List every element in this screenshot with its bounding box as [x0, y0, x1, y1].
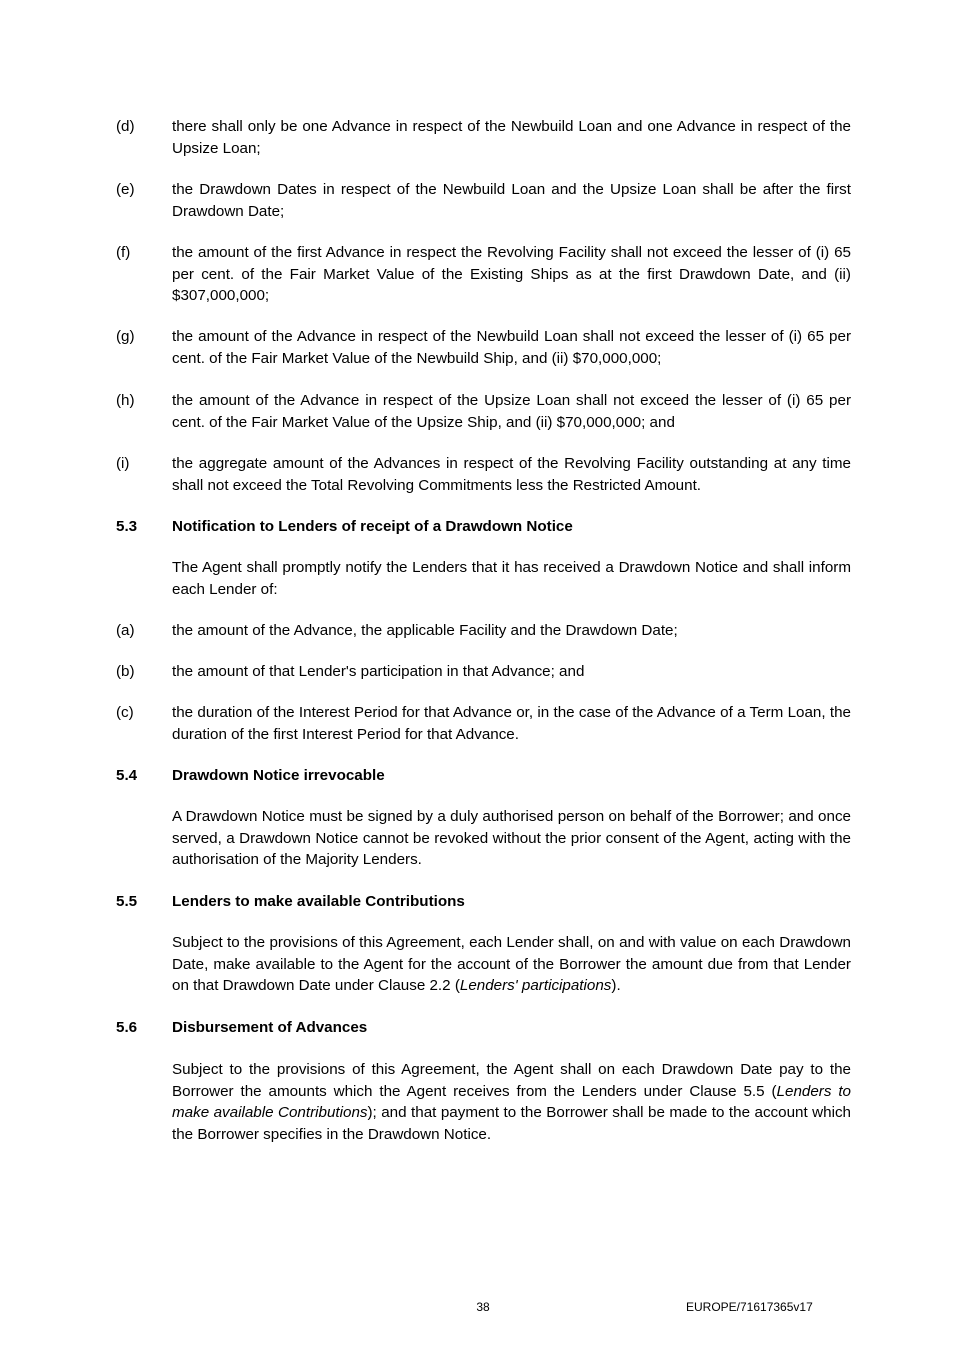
list-item-text: the amount of the Advance, the applicable Facility and the Drawdown Date; [172, 622, 678, 639]
list-item-text: the amount of that Lender's participation in that Advance; and [172, 663, 585, 680]
section-heading-5-5 [116, 891, 851, 913]
list-item-label: (f) [116, 244, 131, 261]
section-title: Notification to Lenders of receipt of a Drawdown Notice [172, 518, 573, 535]
list-item-text: there shall only be one Advance in respect of the Newbuild Loan and one Advance in respect of the Upsize Loan; [172, 118, 851, 157]
list-item-label: (e) [116, 181, 135, 198]
list-item [116, 116, 851, 159]
list-item-label: (h) [116, 392, 135, 409]
list-item [116, 661, 851, 683]
section-number: 5.5 [116, 893, 138, 910]
section-heading-5-6 [116, 1017, 851, 1039]
list-item-label: (g) [116, 328, 135, 345]
list-item-text: the duration of the Interest Period for that Advance or, in the case of the Advance of a Term Loan, the duration of the first Interest Period for that Advance. [172, 704, 851, 743]
list-item-label: (d) [116, 118, 135, 135]
document-reference: EUROPE/71617365v17 [686, 1300, 813, 1314]
list-item [116, 326, 851, 369]
body-text: Subject to the provisions of this Agreement, each Lender shall, on and with value on each Drawdown Date, make available to the Agent for the account of the Borrower the amount due from that Lender on that Drawdown Date under Clause 2.2 ( [172, 934, 851, 995]
clause-reference: Lenders' participations [459, 977, 612, 995]
list-item-label: (b) [116, 663, 135, 680]
list-item-text: the amount of the first Advance in respect the Revolving Facility shall not exceed the lesser of (i) 65 per cent. of the Fair Market Value of the Existing Ships as at the first Drawdown Date, and (ii) $307,000,000; [172, 244, 851, 305]
list-item [116, 242, 851, 307]
list-item-text: the amount of the Advance in respect of the Upsize Loan shall not exceed the lesser of (i) 65 per cent. of the Fair Market Value of the Upsize Ship, and (ii) $70,000,000; and [172, 392, 851, 431]
section-body: A Drawdown Notice must be signed by a duly authorised person on behalf of the Borrower; and once served, a Drawdown Notice cannot be revoked without the prior consent of the Agent, acting with the authorisation of the Majority Lenders. [172, 808, 851, 869]
list-item-label: (i) [116, 455, 130, 472]
list-item-label: (a) [116, 622, 135, 639]
section-heading-5-3 [116, 516, 851, 538]
section-body [172, 932, 851, 997]
list-item [116, 179, 851, 222]
section-title: Lenders to make available Contributions [172, 893, 465, 910]
list-item [116, 390, 851, 433]
section-number: 5.3 [116, 518, 138, 535]
body-text: ). [611, 977, 621, 995]
list-item-text: the Drawdown Dates in respect of the Newbuild Loan and the Upsize Loan shall be after the first Drawdown Date; [172, 181, 851, 220]
list-item [116, 620, 851, 642]
body-text: ); and that payment to the Borrower shall be made to the account which the Borrower specifies in the Drawdown Notice. [172, 1104, 851, 1143]
list-item-text: the aggregate amount of the Advances in respect of the Revolving Facility outstanding at any time shall not exceed the Total Revolving Commitments less the Restricted Amount. [172, 455, 851, 494]
section-intro: The Agent shall promptly notify the Lenders that it has received a Drawdown Notice and shall inform each Lender of: [172, 559, 851, 598]
section-heading-5-4 [116, 765, 851, 787]
list-item [116, 453, 851, 496]
page-number: 38 [476, 1300, 490, 1314]
clause-reference: Lenders to make available Contributions [172, 1082, 851, 1122]
section-body [172, 1059, 851, 1145]
section-number: 5.6 [116, 1019, 138, 1036]
section-title: Disbursement of Advances [172, 1019, 368, 1036]
body-text: Subject to the provisions of this Agreement, the Agent shall on each Drawdown Date pay to the Borrower the amounts which the Agent receives from the Lenders under Clause 5.5 ( [172, 1061, 851, 1100]
section-title: Drawdown Notice irrevocable [172, 767, 385, 784]
list-item [116, 702, 851, 745]
list-item-label: (c) [116, 704, 134, 721]
list-item-text: the amount of the Advance in respect of the Newbuild Loan shall not exceed the lesser of (i) 65 per cent. of the Fair Market Value of the Newbuild Ship, and (ii) $70,000,000; [172, 328, 851, 367]
section-number: 5.4 [116, 767, 138, 784]
